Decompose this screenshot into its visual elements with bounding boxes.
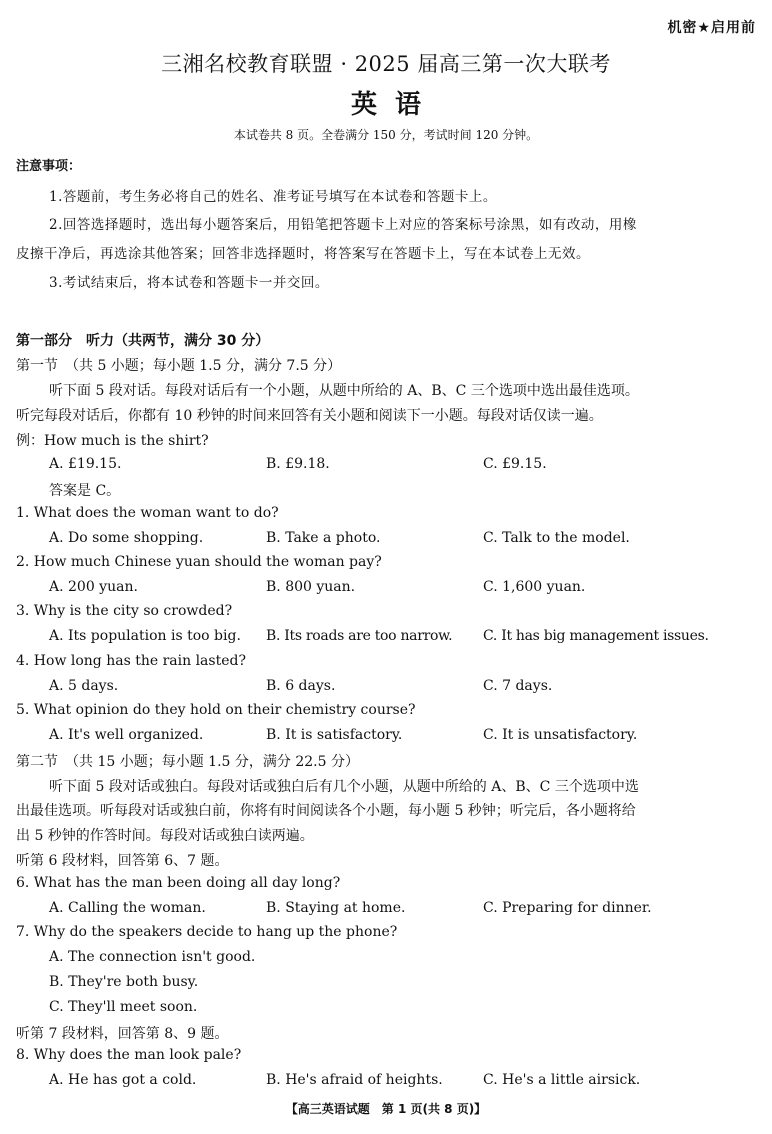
confidential-mark: 机密★启用前 (667, 20, 756, 36)
q2-option-a: A. 200 yuan. (49, 579, 138, 595)
section2-heading: 第二节 （共 15 小题；每小题 1.5 分，满分 22.5 分） (16, 754, 359, 770)
section1-instruction-2: 听完每段对话后，你都有 10 秒钟的时间来回答有关小题和阅读下一小题。每段对话仅读一遍。 (16, 408, 603, 424)
q2-option-c: C. 1,600 yuan. (483, 579, 586, 595)
notes-heading: 注意事项： (16, 159, 82, 174)
q5-option-a: A. It's well organized. (49, 727, 204, 743)
page-footer: 【高三英语试题 第 1 页(共 8 页)】 (285, 1102, 487, 1116)
note-3: 3.考试结束后，将本试卷和答题卡一并交回。 (49, 275, 329, 291)
q7-option-b: B. They're both busy. (49, 974, 199, 990)
q6-option-c: C. Preparing for dinner. (483, 900, 652, 916)
example-question: 例：How much is the shirt? (16, 433, 209, 449)
q6-option-a: A. Calling the woman. (49, 900, 206, 916)
q3-option-c: C. It has big management issues. (483, 628, 709, 644)
q4-option-a: A. 5 days. (49, 678, 119, 694)
exam-info: 本试卷共 8 页。全卷满分 150 分，考试时间 120 分钟。 (233, 128, 539, 142)
question-4: 4. How long has the rain lasted? (16, 653, 246, 669)
question-6: 6. What has the man been doing all day long? (16, 875, 341, 891)
q4-option-c: C. 7 days. (483, 678, 553, 694)
part1-heading: 第一部分 听力（共两节，满分 30 分） (16, 333, 270, 349)
question-8: 8. Why does the man look pale? (16, 1047, 242, 1063)
section2-instruction-2: 出最佳选项。听每段对话或独白前，你将有时间阅读各个小题，每小题 5 秒钟；听完后，各小题将给 (16, 803, 636, 819)
example-answer: 答案是 C。 (49, 483, 121, 499)
note-1: 1.答题前，考生务必将自己的姓名、准考证号填写在本试卷和答题卡上。 (49, 189, 497, 205)
example-option-c: C. £9.15. (483, 456, 547, 472)
note-2-line-2: 皮擦干净后，再选涂其他答案；回答非选择题时，将答案写在答题卡上，写在本试卷上无效。 (16, 246, 590, 262)
example-option-b: B. £9.18. (266, 456, 330, 472)
q1-option-b: B. Take a photo. (266, 530, 381, 546)
q6-option-b: B. Staying at home. (266, 900, 406, 916)
question-3: 3. Why is the city so crowded? (16, 603, 233, 619)
note-2-line-1: 2.回答选择题时，选出每小题答案后，用铅笔把答题卡上对应的答案标号涂黑，如有改动，用橡 (49, 217, 637, 233)
q5-option-c: C. It is unsatisfactory. (483, 727, 638, 743)
q8-option-c: C. He's a little airsick. (483, 1072, 641, 1088)
q2-option-b: B. 800 yuan. (266, 579, 356, 595)
q8-option-b: B. He's afraid of heights. (266, 1072, 443, 1088)
q8-option-a: A. He has got a cold. (49, 1072, 197, 1088)
q7-option-c: C. They'll meet soon. (49, 999, 198, 1015)
q3-option-a: A. Its population is too big. (49, 628, 241, 644)
subject-title: 英语 (350, 90, 439, 120)
material-6-heading: 听第 6 段材料，回答第 6、7 题。 (16, 853, 229, 869)
question-5: 5. What opinion do they hold on their chemistry course? (16, 702, 416, 718)
question-1: 1. What does the woman want to do? (16, 505, 279, 521)
section2-instruction-1: 听下面 5 段对话或独白。每段对话或独白后有几个小题，从题中所给的 A、B、C 三个选项中选 (49, 779, 639, 795)
q5-option-b: B. It is satisfactory. (266, 727, 403, 743)
section2-instruction-3: 出 5 秒钟的作答时间。每段对话或独白读两遍。 (16, 828, 314, 844)
section1-heading: 第一节 （共 5 小题；每小题 1.5 分，满分 7.5 分） (16, 358, 342, 374)
example-option-a: A. £19.15. (49, 456, 122, 472)
q1-option-a: A. Do some shopping. (49, 530, 204, 546)
q7-option-a: A. The connection isn't good. (49, 949, 256, 965)
question-2: 2. How much Chinese yuan should the woman pay? (16, 554, 382, 570)
material-7-heading: 听第 7 段材料，回答第 8、9 题。 (16, 1026, 229, 1042)
section1-instruction-1: 听下面 5 段对话。每段对话后有一个小题，从题中所给的 A、B、C 三个选项中选出最佳选项。 (49, 383, 639, 399)
q3-option-b: B. Its roads are too narrow. (266, 628, 453, 644)
exam-title: 三湘名校教育联盟 · 2025 届高三第一次大联考 (161, 52, 611, 76)
q1-option-c: C. Talk to the model. (483, 530, 630, 546)
q4-option-b: B. 6 days. (266, 678, 336, 694)
question-7: 7. Why do the speakers decide to hang up the phone? (16, 924, 398, 940)
